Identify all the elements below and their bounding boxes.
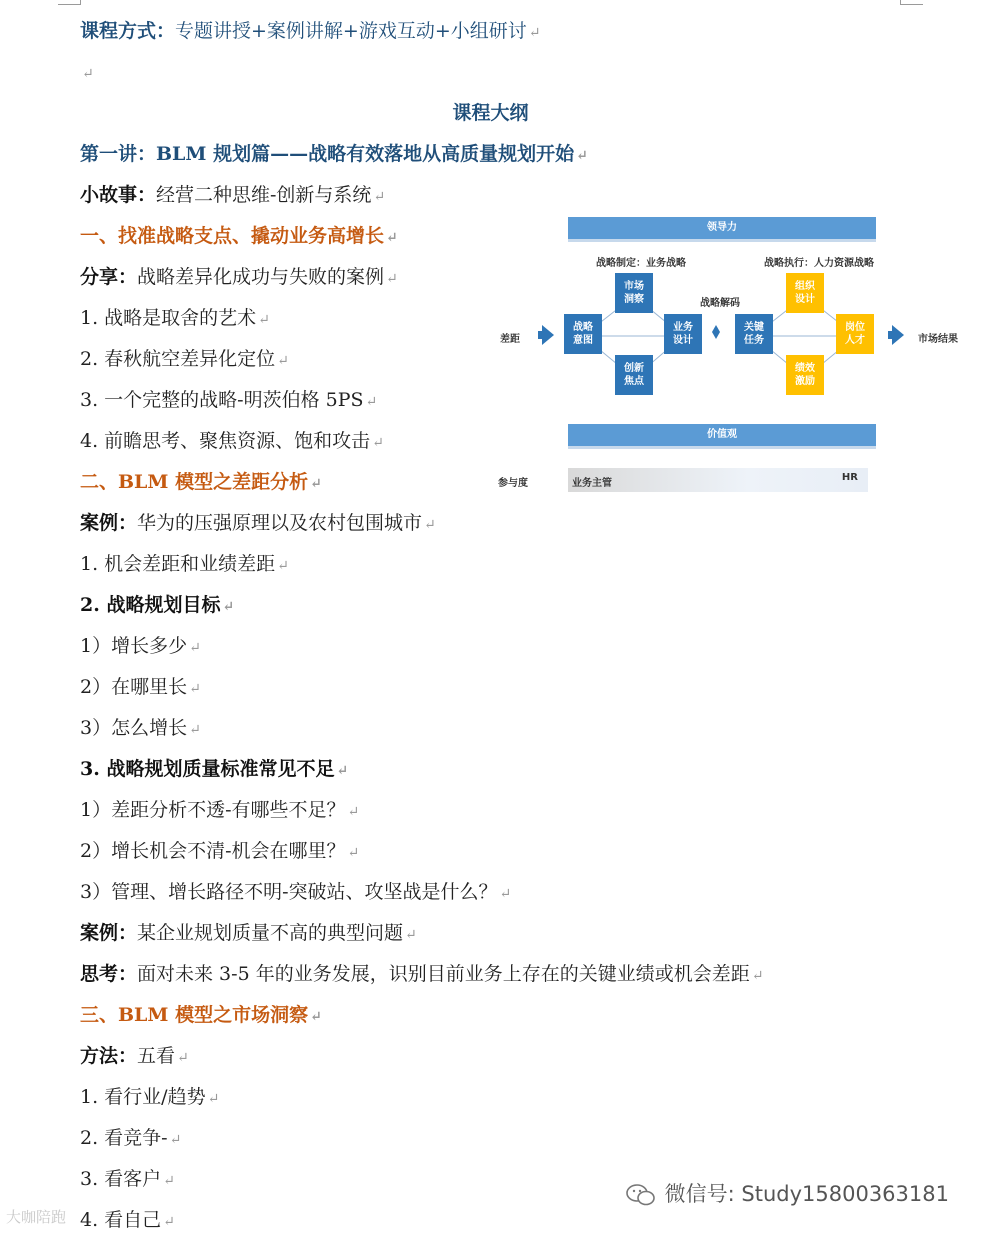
- paragraph-mark: ↵: [386, 271, 398, 287]
- input-label: 差距: [500, 334, 520, 345]
- case-label: 案例：: [80, 922, 138, 944]
- sub-item-text: 3）怎么增长: [80, 717, 188, 739]
- think-text: 面对未来 3-5 年的业务发展，识别目前业务上存在的关键业绩或机会差距: [137, 963, 750, 985]
- output-arrow-icon: [892, 325, 904, 345]
- paragraph-mark: ↵: [310, 1009, 322, 1025]
- think-line: [80, 961, 763, 989]
- output-label: 市场结果: [918, 334, 958, 345]
- paragraph-mark: ↵: [82, 66, 94, 82]
- story-label: 小故事：: [80, 184, 157, 206]
- paragraph-mark: ↵: [277, 558, 289, 574]
- values-band: 价值观: [568, 424, 876, 446]
- paragraph-mark: ↵: [405, 927, 417, 943]
- sub-item-text: 2）增长机会不清-机会在哪里？: [80, 840, 346, 862]
- share-line: [80, 264, 398, 292]
- think-label: 思考：: [80, 963, 138, 985]
- share-label: 分享：: [80, 266, 138, 288]
- section1-title: 一、找准战略支点、撬动业务高增长: [80, 225, 385, 247]
- box-talent: 岗位 人才: [836, 314, 874, 354]
- sub-item-text: 2）在哪里长: [80, 676, 188, 698]
- paragraph-mark: ↵: [424, 517, 436, 533]
- sub-item: [80, 797, 359, 825]
- right-header: 战略执行：人力资源战略: [764, 258, 874, 269]
- paragraph-mark: ↵: [576, 148, 588, 164]
- list-item: [80, 756, 348, 784]
- sub-item-text: 1）差距分析不透-有哪些不足？: [80, 799, 346, 821]
- case-text: 某企业规划质量不高的典型问题: [137, 922, 404, 944]
- paragraph-mark: ↵: [163, 1214, 175, 1230]
- paragraph-mark: ↵: [310, 476, 322, 492]
- left-header: 战略制定：业务战略: [596, 258, 686, 269]
- list-item-text: 2. 春秋航空差异化定位: [80, 348, 276, 370]
- paragraph-mark: ↵: [365, 394, 378, 410]
- course-mode-line: [80, 18, 541, 46]
- course-mode-label: 课程方式：: [80, 20, 176, 42]
- box-innovation-focus: 创新 焦点: [615, 355, 653, 395]
- box-org-design: 组织 设计: [786, 273, 824, 313]
- blm-model-diagram: [490, 212, 970, 502]
- case-label: 案例：: [80, 512, 138, 534]
- list-item-text: 1. 机会差距和业绩差距: [80, 553, 276, 575]
- paragraph-mark: ↵: [189, 681, 201, 697]
- sub-item: [80, 838, 359, 866]
- paragraph-mark: ↵: [347, 804, 360, 820]
- paragraph-mark: ↵: [189, 722, 201, 738]
- decode-label: 战略解码: [700, 298, 740, 309]
- box-key-tasks: 关键 任务: [735, 314, 773, 354]
- list-item-text: 1. 看行业/趋势: [80, 1086, 206, 1108]
- sub-item-text: 1）增长多少: [80, 635, 188, 657]
- sub-item: [80, 715, 201, 743]
- paragraph-mark: ↵: [499, 886, 512, 902]
- section1-heading: [80, 223, 398, 251]
- page-corner-marker-right: [900, 0, 923, 5]
- participation-bar: [568, 468, 868, 492]
- section3-title: 三、BLM 模型之市场洞察: [80, 1004, 309, 1026]
- diagram-connectors: [490, 212, 970, 502]
- lecture-title: [80, 141, 588, 169]
- list-item-text: 4. 看自己: [80, 1209, 162, 1231]
- list-item-text: 2. 战略规划目标: [80, 594, 221, 616]
- box-business-design: 业务 设计: [664, 314, 702, 354]
- empty-line: [80, 59, 94, 87]
- paragraph-mark: ↵: [751, 968, 764, 984]
- list-item-text: 2. 看竞争-: [80, 1127, 168, 1149]
- watermark-text: 微信号: Study15800363181: [664, 1182, 949, 1206]
- case-line: [80, 920, 417, 948]
- story-text: 经营二种思维-创新与系统: [156, 184, 372, 206]
- wechat-icon: [625, 1183, 657, 1207]
- outline-title: 课程大纲: [452, 102, 529, 124]
- paragraph-mark: ↵: [386, 230, 398, 246]
- paragraph-mark: ↵: [372, 435, 384, 451]
- paragraph-mark: ↵: [222, 599, 235, 615]
- list-item: [80, 551, 289, 579]
- course-mode-text: 专题讲授+案例讲解+游戏互动+小组研讨: [175, 20, 527, 42]
- list-item: [80, 1125, 181, 1153]
- paragraph-mark: ↵: [336, 763, 349, 779]
- paragraph-mark: ↵: [347, 845, 360, 861]
- input-arrow-icon: [542, 325, 554, 345]
- sub-item: [80, 674, 201, 702]
- paragraph-mark: ↵: [163, 1173, 175, 1189]
- paragraph-mark: ↵: [373, 189, 386, 205]
- method-text: 五看: [137, 1045, 176, 1067]
- watermark-left: 大咖陪跑: [6, 1208, 67, 1226]
- method-line: [80, 1043, 189, 1071]
- list-item-text: 1. 战略是取舍的艺术: [80, 307, 257, 329]
- paragraph-mark: ↵: [189, 640, 201, 656]
- list-item-text: 4. 前瞻思考、聚焦资源、饱和攻击: [80, 430, 371, 452]
- lecture-title-text: 第一讲：BLM 规划篇——战略有效落地从高质量规划开始: [80, 143, 575, 165]
- participation-label: 参与度: [498, 478, 528, 489]
- list-item-text: 3. 战略规划质量标准常见不足: [80, 758, 335, 780]
- list-item-text: 3. 一个完整的战略-明茨伯格 5PS: [80, 389, 364, 411]
- bar-right-label: HR: [841, 472, 858, 483]
- sub-item-text: 3）管理、增长路径不明-突破站、攻坚战是什么？: [80, 881, 498, 903]
- paragraph-mark: ↵: [169, 1132, 182, 1148]
- story-line: [80, 182, 385, 210]
- sub-item: [80, 879, 511, 907]
- case-line: [80, 510, 436, 538]
- paragraph-mark: ↵: [258, 312, 270, 328]
- list-item: [80, 1207, 175, 1235]
- list-item-text: 3. 看客户: [80, 1168, 162, 1190]
- paragraph-mark: ↵: [177, 1050, 189, 1066]
- box-market-insight: 市场 洞察: [615, 273, 653, 313]
- wechat-watermark: [625, 1178, 949, 1208]
- box-strategic-intent: 战略 意图: [564, 314, 602, 354]
- list-item: [80, 1084, 219, 1112]
- share-text: 战略差异化成功与失败的案例: [137, 266, 385, 288]
- list-item: [80, 428, 384, 456]
- leadership-band: 领导力: [568, 217, 876, 239]
- sub-item: [80, 633, 201, 661]
- list-item: [80, 305, 270, 333]
- list-item: [80, 592, 234, 620]
- paragraph-mark: ↵: [528, 25, 541, 41]
- list-item: [80, 387, 377, 415]
- case-text: 华为的压强原理以及农村包围城市: [137, 512, 423, 534]
- section2-title: 二、BLM 模型之差距分析: [80, 471, 309, 493]
- page-corner-marker-left: [58, 0, 81, 5]
- paragraph-mark: ↵: [207, 1091, 220, 1107]
- section3-heading: [80, 1002, 322, 1030]
- paragraph-mark: ↵: [277, 353, 289, 369]
- method-label: 方法：: [80, 1045, 138, 1067]
- list-item: [80, 346, 289, 374]
- section2-heading: [80, 469, 322, 497]
- list-item: [80, 1166, 175, 1194]
- box-performance-incentive: 绩效 激励: [786, 355, 824, 395]
- bar-left-label: 业务主管: [572, 478, 612, 489]
